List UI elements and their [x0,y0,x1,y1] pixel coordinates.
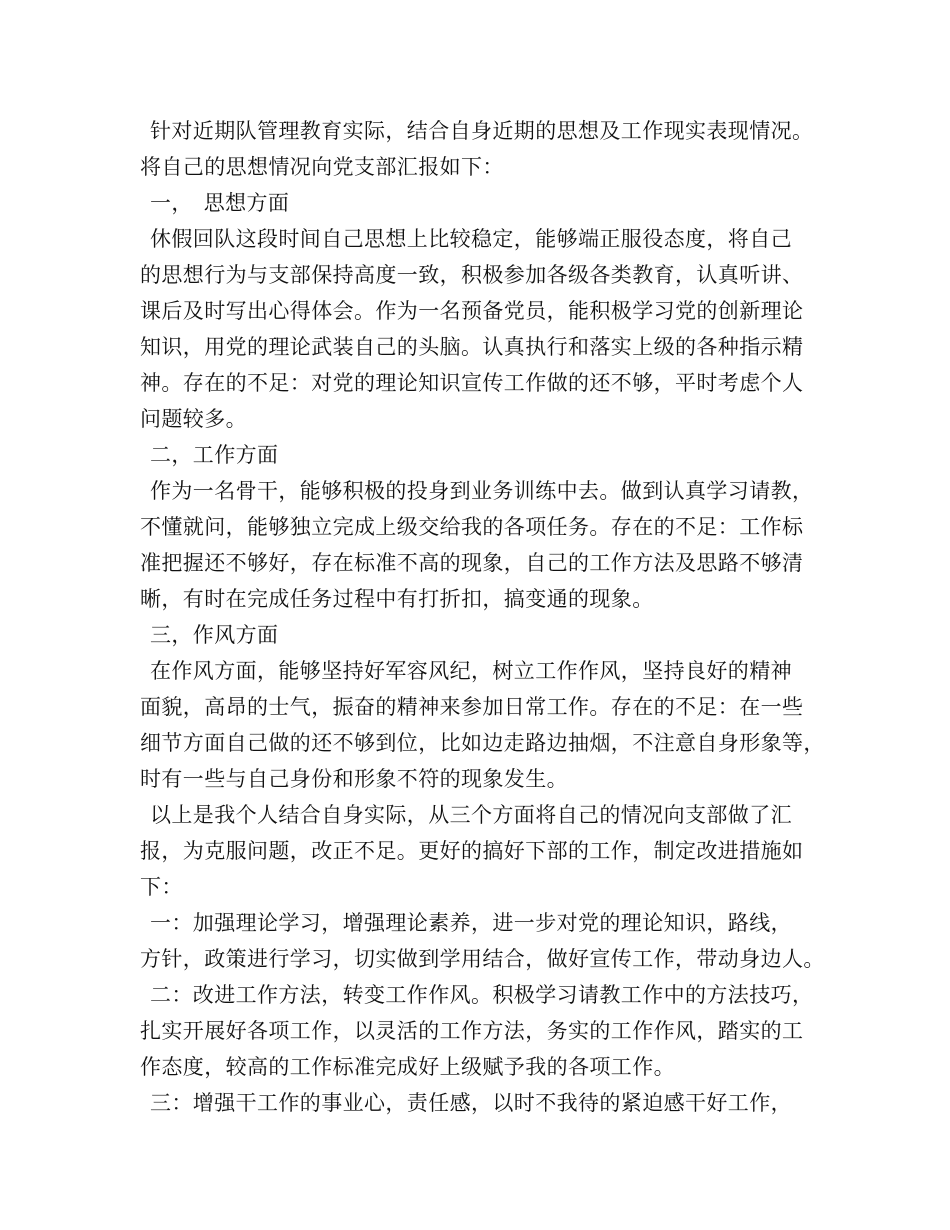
paragraph-line: 将自己的思想情况向党支部汇报如下： [140,155,504,179]
paragraph-line: 不懂就问，能够独立完成上级交给我的各项任务。存在的不足：工作标 [140,515,804,539]
paragraph-line: 神。存在的不足：对党的理论知识宣传工作做的还不够，平时考虑个人 [140,371,804,395]
paragraph-line: 报，为克服问题，改正不足。更好的搞好下部的工作，制定改进措施如 [140,839,804,863]
paragraph-line: 知识，用党的理论武装自己的头脑。认真执行和落实上级的各种指示精 [140,335,804,359]
paragraph-line: 晰，有时在完成任务过程中有打折扣，搞变通的现象。 [140,587,654,611]
paragraph-line: 以上是我个人结合自身实际，从三个方面将自己的情况向支部做了汇 [150,803,792,827]
paragraph-line: 下： [140,875,183,899]
paragraph-line: 休假回队这段时间自己思想上比较稳定，能够端正服役态度，将自己 [150,227,792,251]
paragraph-line: 课后及时写出心得体会。作为一名预备党员，能积极学习党的创新理论 [140,299,804,323]
paragraph-line: 扎实开展好各项工作，以灵活的工作方法，务实的工作作风，踏实的工 [140,1019,804,1043]
paragraph-line: 问题较多。 [140,407,247,431]
section-heading-style: 三，作风方面 [150,623,279,647]
paragraph-line: 准把握还不够好，存在标准不高的现象，自己的工作方法及思路不够清 [140,551,804,575]
paragraph-line: 面貌，高昂的士气，振奋的精神来参加日常工作。存在的不足：在一些 [140,695,804,719]
measure-item-two: 二：改进工作方法，转变工作作风。积极学习请教工作中的方法技巧， [150,983,814,1007]
measure-item-one: 一：加强理论学习，增强理论素养，进一步对党的理论知识，路线， [150,911,792,935]
paragraph-line: 方针，政策进行学习，切实做到学用结合，做好宣传工作，带动身边人。 [140,947,825,971]
measure-item-three: 三：增强干工作的事业心，责任感，以时不我待的紧迫感干好工作， [150,1091,792,1115]
section-heading-thought: 一， 思想方面 [150,191,290,215]
paragraph-line: 作为一名骨干，能够积极的投身到业务训练中去。做到认真学习请教， [150,479,814,503]
paragraph-line: 作态度，较高的工作标准完成好上级赋予我的各项工作。 [140,1055,675,1079]
paragraph-line: 针对近期队管理教育实际，结合自身近期的思想及工作现实表现情况。 [150,119,814,143]
paragraph-line: 时有一些与自己身份和形象不符的现象发生。 [140,767,568,791]
paragraph-line: 细节方面自己做的还不够到位，比如边走路边抽烟，不注意自身形象等， [140,731,825,755]
paragraph-line: 的思想行为与支部保持高度一致，积极参加各级各类教育，认真听讲、 [140,263,804,287]
report-body [140,113,830,1121]
section-heading-work: 二，工作方面 [150,443,279,467]
paragraph-line: 在作风方面，能够坚持好军容风纪，树立工作作风，坚持良好的精神 [150,659,792,683]
